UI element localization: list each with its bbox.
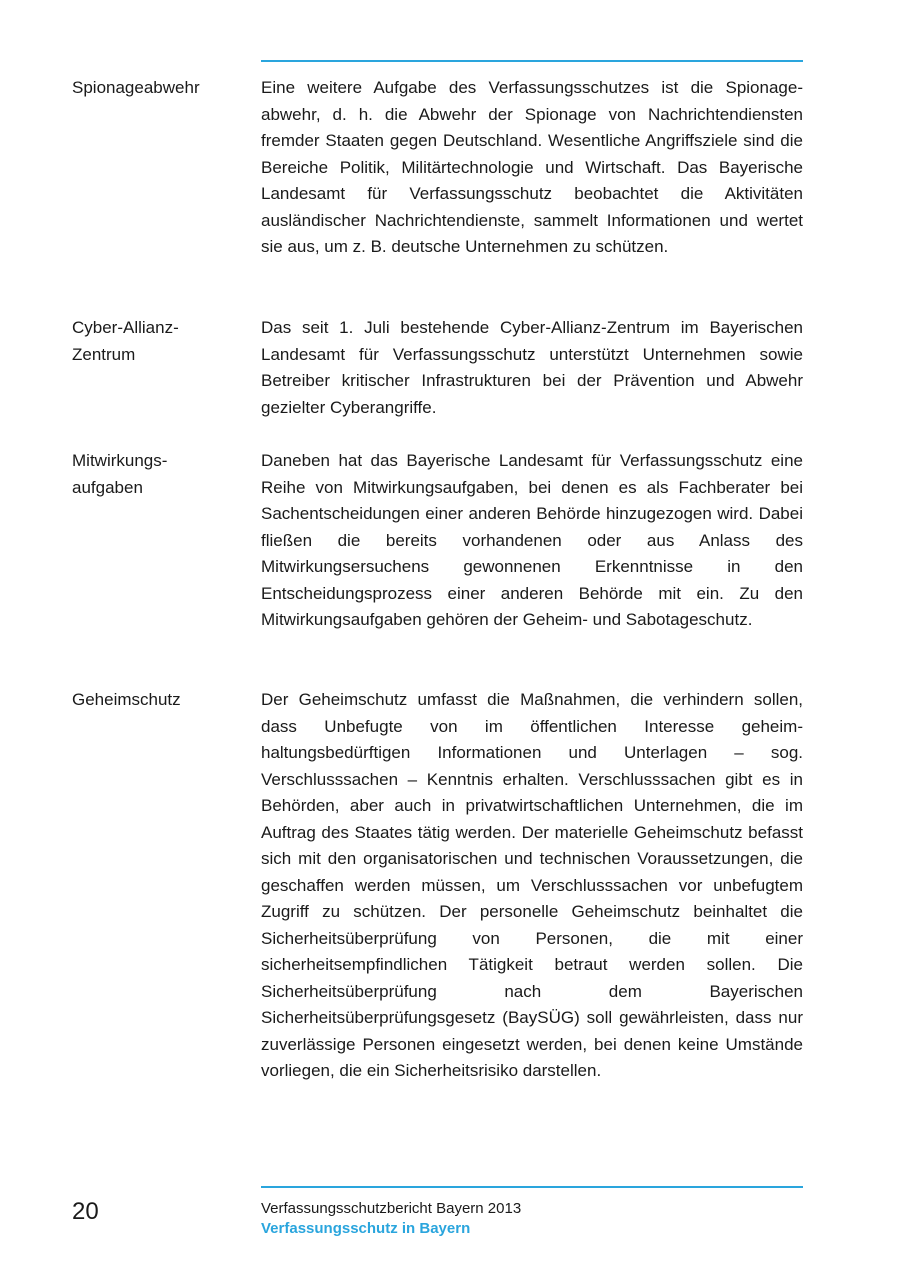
footer-divider — [261, 1186, 803, 1188]
page-number: 20 — [72, 1198, 99, 1225]
section-body: Der Geheimschutz umfasst die Maßnahmen, die verhindern sollen, dass Unbefugte von im öffentlichen Interesse geheimhaltungsbedürftigen Informationen und Unterlagen – sog. Verschlusssachen – Kenntnis erhalten. Verschlusssachen gibt es in Behörden, aber auch in privatwirtschaftlichen Unternehmen, die im Auftrag des Staates tätig werden. Der materielle Geheimschutz befasst sich mit den organisatorischen und technischen Voraussetzungen, die geschaffen werden müssen, um Verschlusssachen vor unbefugtem Zugriff zu schützen. Der personelle Geheimschutz beinhaltet die Sicherheitsüberprüfung von Personen, die mit einer sicherheitsempfindlichen Tätigkeit betraut werden sollen. Die Sicherheitsüberprüfung nach dem Bayerischen Sicherheitsüberprüfungsgesetz (BaySÜG) soll gewährleisten, dass nur zuverlässige Personen eingesetzt werden, bei denen keine Umstände vorliegen, die ein Sicherheitsrisiko darstellen. — [261, 690, 803, 1080]
footer-title: Verfassungsschutzbericht Bayern 2013 — [261, 1200, 522, 1217]
section-body: Daneben hat das Bayerische Landesamt für Verfassungsschutz eine Reihe von Mitwirkungsaufgaben, bei denen es als Fachberater bei Sachentscheidungen einer anderen Behörde hinzugezogen wird. Dabei fließen die bereits vorhandenen oder aus Anlass des Mitwirkungsersuchens gewonnenen Erkenntnisse in den Entscheidungsprozess einer anderen Behörde mit ein. Zu den Mitwirkungsaufgaben gehören der Geheim- und Sabotageschutz. — [261, 451, 803, 629]
section-label: Geheimschutz — [72, 690, 181, 709]
footer-subtitle: Verfassungsschutz in Bayern — [261, 1220, 471, 1237]
top-divider — [261, 60, 803, 62]
section-label: Spionageabwehr — [72, 78, 200, 97]
section-label: Mitwirkungs- aufgaben — [72, 451, 168, 497]
section-label: Cyber-Allianz- Zentrum — [72, 318, 179, 364]
section-body: Eine weitere Aufgabe des Verfassungsschutzes ist die Spionageabwehr, d. h. die Abwehr der Spionage von Nachrichtendiensten fremder Staaten gegen Deutschland. Wesentliche Angriffsziele sind die Bereiche Politik, Militärtechnologie und Wirtschaft. Das Bayerische Landesamt für Verfassungsschutz beobachtet die Aktivitäten ausländischer Nachrichtendienste, sammelt Informationen und wertet sie aus, um z. B. deutsche Unternehmen zu schützen. — [261, 78, 803, 256]
section-body: Das seit 1. Juli bestehende Cyber-Allianz-Zentrum im Bayerischen Landesamt für Verfassungsschutz unterstützt Unternehmen sowie Betreiber kritischer Infrastrukturen bei der Prävention und Abwehr gezielter Cyberangriffe. — [261, 318, 803, 417]
